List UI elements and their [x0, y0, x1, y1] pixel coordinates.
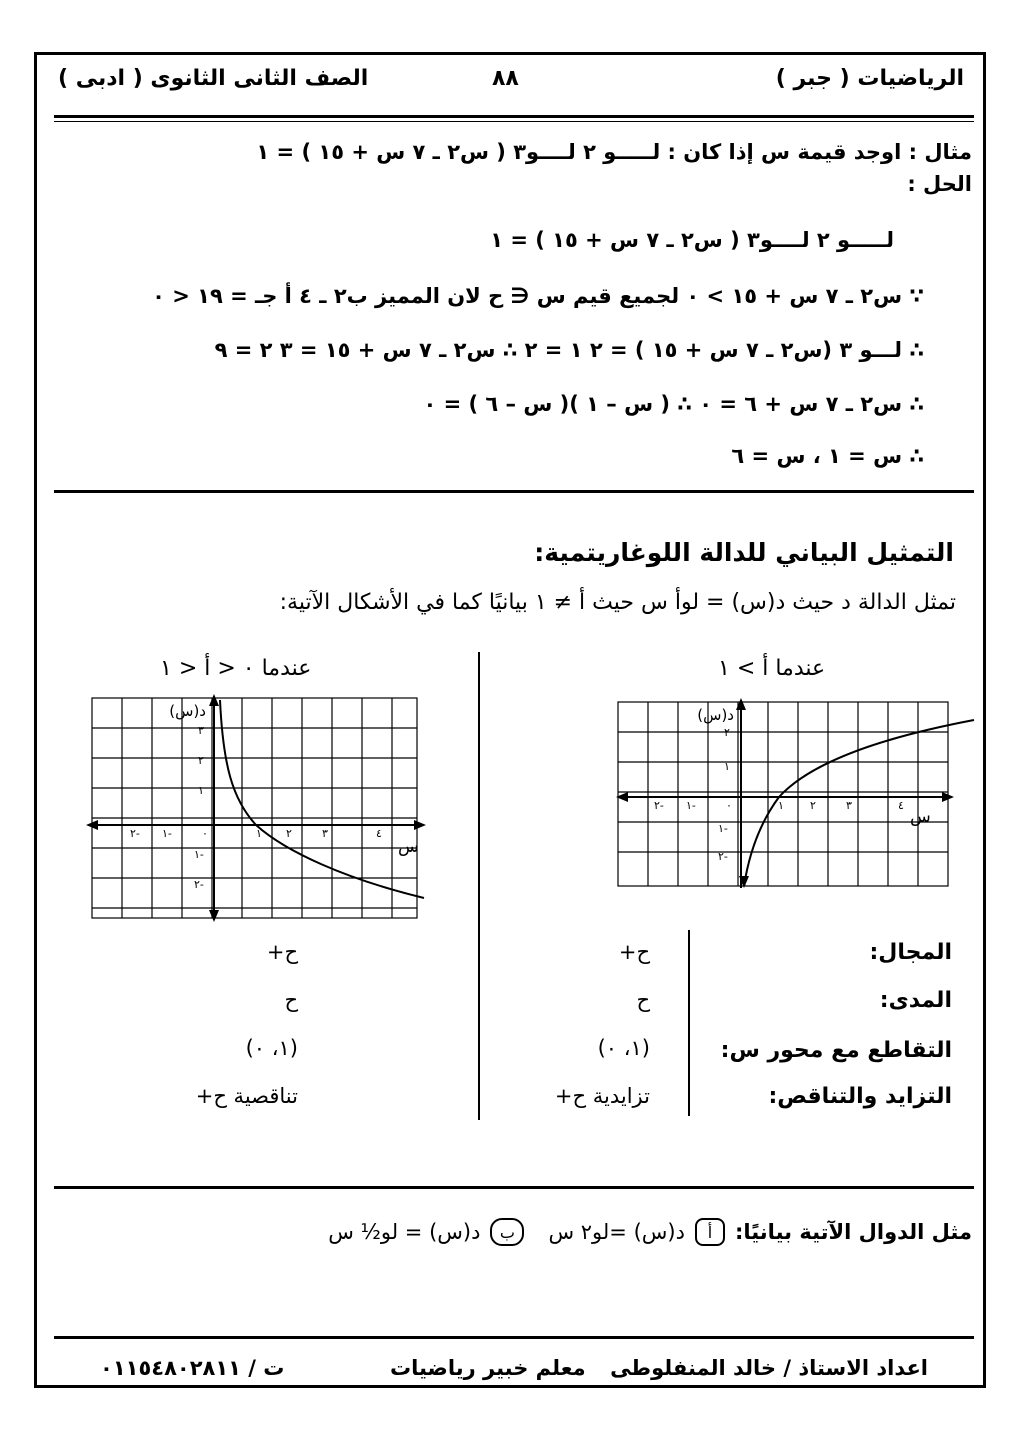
x-axis-label: س — [910, 807, 931, 827]
tick-label: ٢- — [654, 799, 664, 812]
tick-label: ١- — [162, 827, 172, 840]
header-subject: الرياضيات ( جبر ) — [775, 66, 964, 91]
item-a-mark: أ — [695, 1218, 725, 1246]
solution-step-4: ∴ س٢ ـ ٧ س + ٦ = ٠ ∴ ( س – ١ )( س – ٦ ) = ٠ — [423, 392, 924, 416]
tick-label: ١ — [778, 799, 784, 812]
tick-label: ٤ — [376, 827, 382, 840]
graph-increasing — [614, 694, 976, 890]
increasing-x-intercept: (١، ٠) — [597, 1036, 650, 1060]
tick-label: ٢ — [198, 754, 204, 767]
tick-label: ٤ — [898, 799, 904, 812]
column-separator — [478, 652, 480, 1120]
tick-label: ٠ — [202, 827, 208, 840]
exercise-item-b: د(س) = لو½ س — [328, 1220, 481, 1244]
example-question: مثال : اوجد قيمة س إذا كان : لـــــو ٢ لــــو٣ ( س٢ ـ ٧ س + ١٥ ) = ١ — [256, 140, 972, 164]
tick-label: ٢- — [130, 827, 140, 840]
exercise-text: مثل الدوال الآتية بيانيًا: — [734, 1220, 972, 1244]
tick-label: ٣ — [322, 827, 328, 840]
increasing-monotonicity: تزايدية ح+ — [554, 1084, 650, 1108]
y-axis-label: د(س) — [697, 706, 734, 724]
graph-caption-increasing: عندما أ > ١ — [718, 656, 826, 681]
tick-label: ٢ — [724, 726, 730, 739]
graph-caption-decreasing: عندما ٠ < أ < ١ — [160, 656, 312, 681]
property-label-domain: المجال: — [869, 940, 952, 965]
tick-label: ٢ — [810, 799, 816, 812]
decreasing-x-intercept: (١، ٠) — [245, 1036, 298, 1060]
solution-step-1: لـــــو ٢ لــــو٣ ( س٢ ـ ٧ س + ١٥ ) = ١ — [490, 228, 894, 252]
increasing-range: ح — [636, 988, 650, 1012]
tick-label: ٠ — [726, 799, 732, 812]
tick-label: ٢- — [718, 850, 728, 863]
section-divider — [54, 490, 974, 493]
header-divider — [54, 115, 974, 118]
tick-label: ٣ — [846, 799, 852, 812]
header-grade: الصف الثانى الثانوى ( ادبى ) — [58, 66, 369, 91]
tick-label: ٢- — [194, 878, 204, 891]
solution-step-5: ∴ س = ١ ، س = ٦ — [731, 444, 924, 468]
tick-label: ١ — [198, 784, 204, 797]
footer-author: اعداد الاستاذ / خالد المنفلوطى — [610, 1356, 928, 1380]
tick-label: ٣ — [198, 724, 204, 737]
solution-label: الحل : — [907, 172, 972, 196]
increasing-domain: ح+ — [618, 940, 650, 964]
y-axis-label: د(س) — [169, 702, 206, 720]
tick-label: ١- — [718, 822, 728, 835]
properties-separator — [688, 930, 690, 1116]
property-label-range: المدى: — [879, 988, 952, 1013]
exercise-row — [328, 1208, 972, 1256]
footer-phone: ت / ٠١١٥٤٨٠٢٨١١ — [100, 1356, 285, 1380]
graph-decreasing — [86, 694, 431, 922]
item-b-mark: ب — [490, 1218, 524, 1246]
tick-label: ١- — [194, 848, 204, 861]
tick-label: ١ — [256, 827, 262, 840]
header-divider-thin — [54, 121, 974, 122]
solution-step-2: ∵ س٢ ـ ٧ س + ١٥ > ٠ لجميع قيم س ∈ ح لان المميز ب٢ ـ ٤ أ جـ = ١٩ < ٠ — [152, 284, 924, 308]
tick-label: ١- — [686, 799, 696, 812]
property-label-x-intercept: التقاطع مع محور س: — [720, 1038, 952, 1063]
property-label-monotonicity: التزايد والتناقص: — [768, 1084, 952, 1109]
tick-label: ١ — [724, 760, 730, 773]
tick-label: ٢ — [286, 827, 292, 840]
footer-divider — [54, 1336, 974, 1339]
footer-title: معلم خبير رياضيات — [390, 1356, 586, 1380]
solution-step-3: ∴ لـــو ٣ (س٢ ـ ٧ س + ١٥ ) = ٢ ١ = ٢ ∴ س٢ ـ ٧ س + ١٥ = ٣ ٢ = ٩ — [214, 338, 924, 362]
page-number: ٨٨ — [492, 66, 519, 91]
exercise-item-a: د(س) =لو٢ س — [548, 1220, 685, 1244]
exercise-divider — [54, 1186, 974, 1189]
decreasing-range: ح — [284, 988, 298, 1012]
x-axis-label: س — [398, 837, 419, 857]
decreasing-domain: ح+ — [266, 940, 298, 964]
section-intro: تمثل الدالة د حيث د(س) = لوأ س حيث أ ≠ ١ بيانيًا كما في الأشكال الآتية: — [279, 590, 956, 615]
decreasing-monotonicity: تناقصية ح+ — [195, 1084, 298, 1108]
section-title: التمثيل البياني للدالة اللوغاريتمية: — [534, 538, 954, 567]
